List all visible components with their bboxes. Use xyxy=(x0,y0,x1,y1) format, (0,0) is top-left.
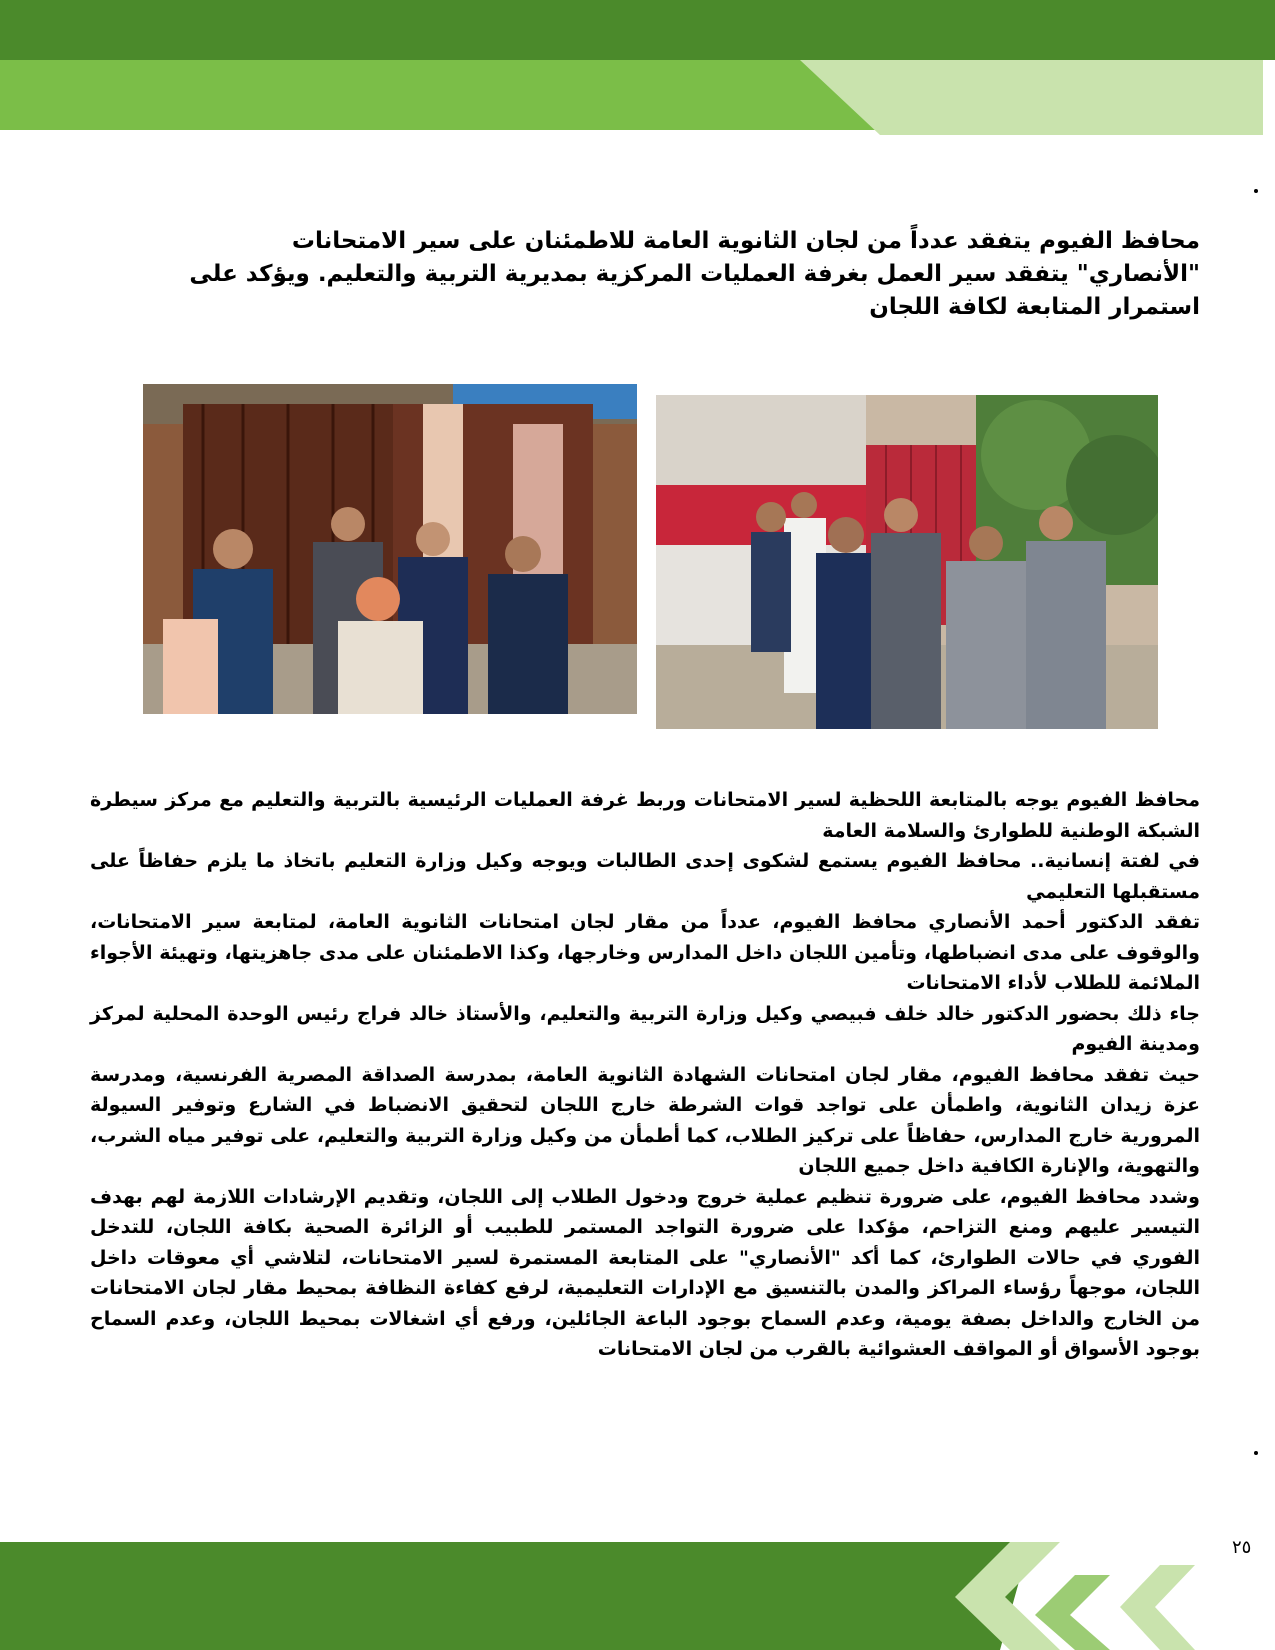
body-paragraph: تفقد الدكتور أحمد الأنصاري محافظ الفيوم، عدداً من مقار لجان امتحانات الثانوية العامة، لمتابعة سير الامتحانات، والوقوف على مدى انضباطها، وتأمين اللجان داخل المدارس وخارجها، وكذا الاطمئنان على مدى جاهزيتها، وتهيئة الأجواء الملائمة للطلاب لأداء الامتحانات xyxy=(90,911,1200,994)
header-dark-band xyxy=(0,0,1275,60)
article-body xyxy=(90,785,1200,1365)
decor-dot xyxy=(1254,189,1258,193)
header-banner xyxy=(0,0,1275,140)
decor-dot xyxy=(1254,1451,1258,1455)
body-paragraph: في لفتة إنسانية.. محافظ الفيوم يستمع لشكوى إحدى الطالبات ويوجه وكيل وزارة التعليم باتخاذ ما يلزم حفاظاً على مستقبلها التعليمي xyxy=(90,850,1200,903)
footer-dark-band xyxy=(0,1542,1030,1650)
title-line: محافظ الفيوم يتفقد عدداً من لجان الثانوية العامة للاطمئنان على سير الامتحانات xyxy=(291,228,1200,254)
body-paragraph: محافظ الفيوم يوجه بالمتابعة اللحظية لسير الامتحانات وربط غرفة العمليات الرئيسية بالتربية والتعليم مع مركز سيطرة الشبكة الوطنية للطوارئ والسلامة العامة xyxy=(90,789,1200,842)
header-green-band xyxy=(0,60,880,130)
photo-officials-at-school-gate xyxy=(143,384,637,714)
chevron-icon xyxy=(1120,1565,1195,1650)
subtitle-line: "الأنصاري" يتفقد سير العمل بغرفة العمليات المركزية بمديرية التربية والتعليم. ويؤكد على استمرار المتابعة لكافة اللجان xyxy=(189,261,1200,320)
body-paragraph: وشدد محافظ الفيوم، على ضرورة تنظيم عملية خروج ودخول الطلاب إلى اللجان، وتقديم الإرشادات اللازمة لهم بهدف التيسير عليهم ومنع التزاحم، مؤكدا على ضرورة التواجد المستمر للطبيب أو الزائرة الصحية بكافة اللجان، للتدخل الفوري في حالات الطوارئ، كما أكد "الأنصاري" على المتابعة المستمرة لسير الامتحانات، لتلاشي أي معوقات داخل اللجان، موجهاً رؤساء المراكز والمدن بالتنسيق مع الإدارات التعليمية، لرفع كفاءة النظافة بمحيط مقار لجان الامتحانات من الخارج والداخل بصفة يومية، وعدم السماح بوجود الباعة الجائلين، ورفع أي اشغالات بمحيط اللجان، وعدم السماح بوجود الأسواق أو المواقف العشوائية بالقرب من لجان الامتحانات xyxy=(90,1185,1200,1360)
header-light-band xyxy=(800,60,1263,135)
body-paragraph: حيث تفقد محافظ الفيوم، مقار لجان امتحانات الشهادة الثانوية العامة، بمدرسة الصداقة المصرية الفرنسية، ومدرسة عزة زيدان الثانوية، واطمأن على تواجد قوات الشرطة خارج اللجان لتحقيق الانضباط في الشارع وتوفير السيولة المرورية خارج المدارس، حفاظاً على تركيز الطلاب، كما أطمأن من وكيل وزارة التربية والتعليم، على توفير مياه الشرب، والتهوية، والإنارة الكافية داخل جميع اللجان xyxy=(90,1063,1200,1177)
article-title xyxy=(150,225,1200,324)
photo-governor-with-police-officer xyxy=(656,395,1158,729)
page-number: ٢٥ xyxy=(1232,1537,1252,1558)
body-paragraph: جاء ذلك بحضور الدكتور خالد خلف فبيصي وكيل وزارة التربية والتعليم، والأستاذ خالد فراج رئيس الوحدة المحلية لمركز ومدينة الفيوم xyxy=(90,1002,1200,1055)
footer-banner xyxy=(0,1525,1275,1650)
